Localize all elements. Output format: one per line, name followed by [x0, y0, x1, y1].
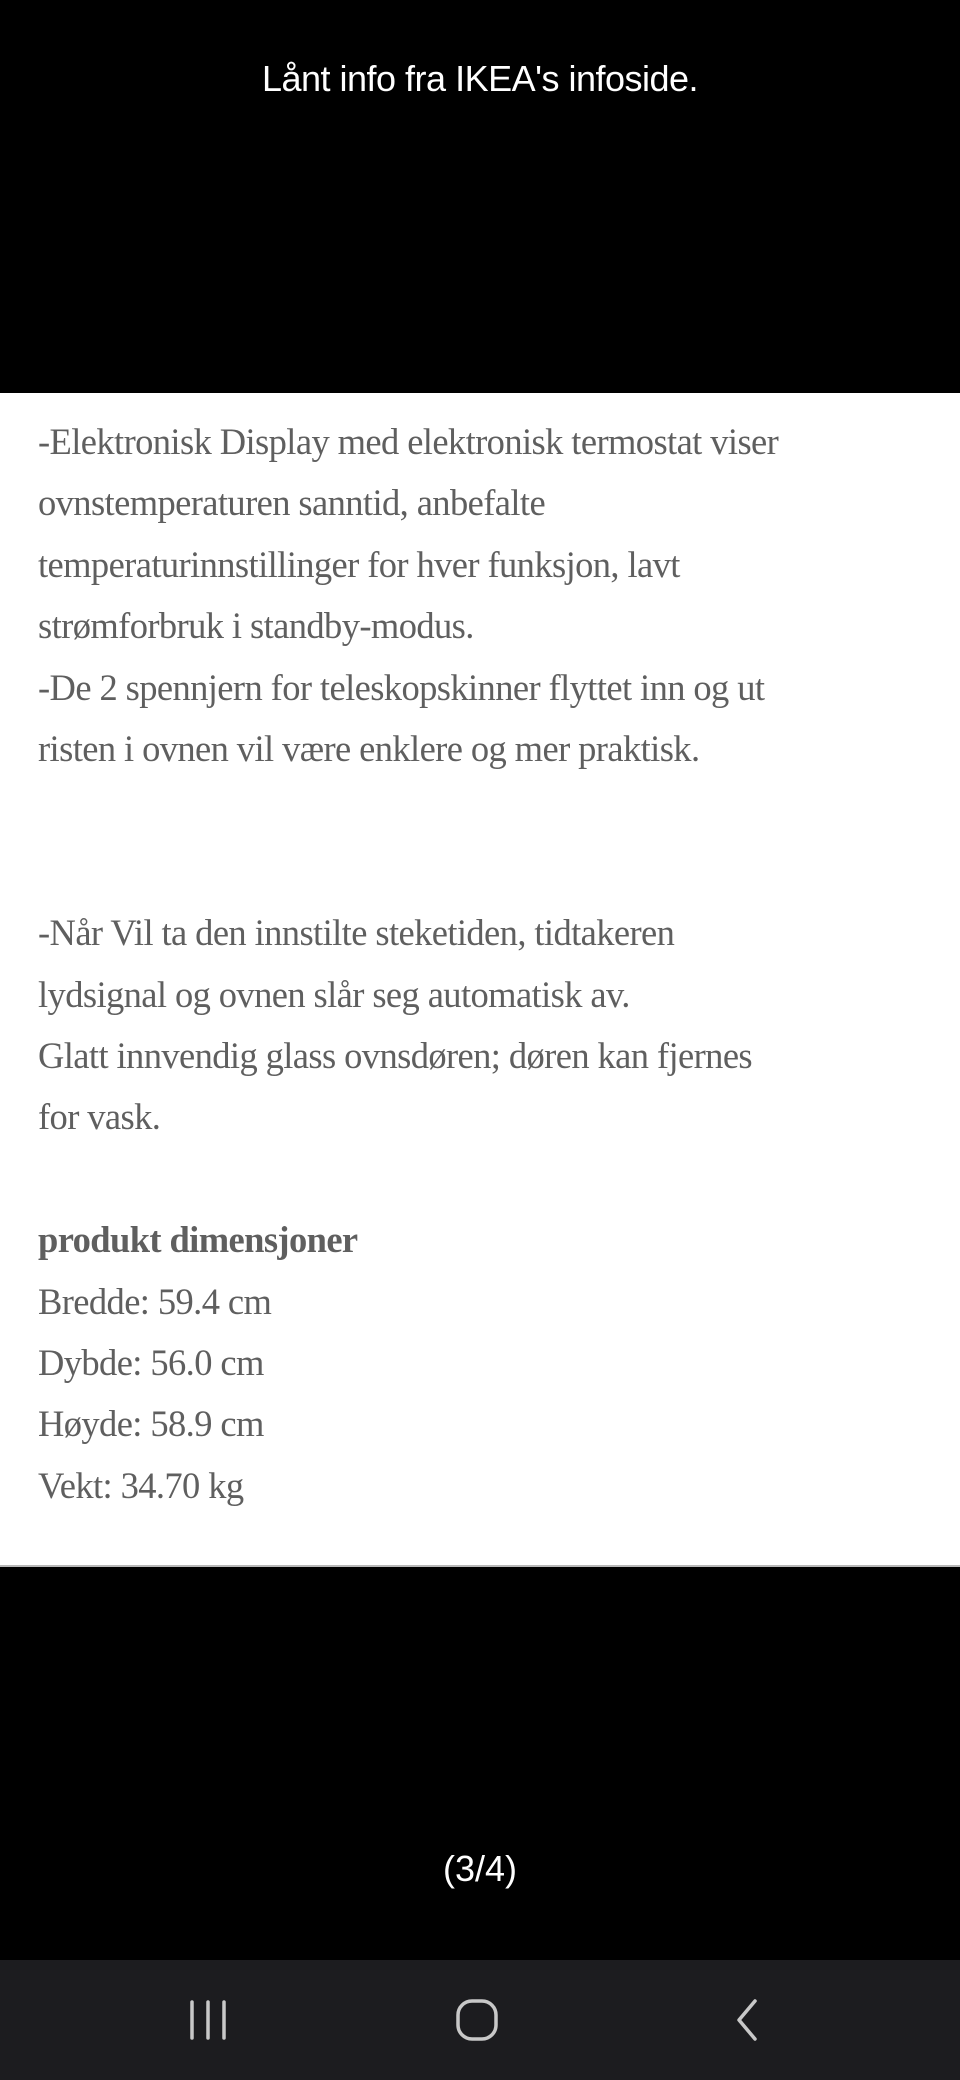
recent-apps-button[interactable]	[148, 1960, 268, 2080]
spacer	[38, 779, 938, 840]
dimensions-heading: produkt dimensjoner	[38, 1219, 358, 1261]
text-line: -Elektronisk Display med elektronisk termostat viser	[38, 421, 779, 462]
text-line: -Når Vil ta den innstilte steketiden, tidtakeren	[38, 912, 675, 954]
back-icon	[731, 1998, 761, 2042]
dimension-depth: Dybde: 56.0 cm	[38, 1342, 264, 1384]
text-line: lydsignal og ovnen slår seg automatisk av.	[38, 973, 630, 1015]
spacer	[38, 841, 938, 902]
text-line: strømforbruk i standby-modus.	[38, 605, 474, 647]
text-line: for vask.	[38, 1096, 161, 1138]
document-text	[38, 411, 938, 1516]
text-line: risten i ovnen vil være enklere og mer praktisk.	[38, 728, 700, 770]
back-button[interactable]	[686, 1960, 806, 2080]
system-navigation-bar	[0, 1960, 960, 2080]
image-content[interactable]	[0, 393, 960, 1567]
dimension-height: Høyde: 58.9 cm	[38, 1403, 264, 1445]
home-icon	[455, 1998, 499, 2042]
dimension-weight: Vekt: 34.70 kg	[38, 1464, 244, 1506]
image-caption: Lånt info fra IKEA's infoside.	[261, 58, 699, 99]
text-line: temperaturinnstillinger for hver funksjon, lavt	[38, 543, 680, 585]
spacer	[38, 1148, 938, 1209]
home-button[interactable]	[417, 1960, 537, 2080]
text-line: -De 2 spennjern for teleskopskinner flyttet inn og ut	[38, 666, 765, 708]
recent-apps-icon	[188, 1999, 228, 2041]
text-line: Glatt innvendig glass ovnsdøren; døren kan fjernes	[38, 1035, 753, 1077]
text-line: ovnstemperaturen sanntid, anbefalte	[38, 482, 546, 524]
page-counter: (3/4)	[442, 1848, 518, 1889]
dimension-width: Bredde: 59.4 cm	[38, 1280, 272, 1322]
